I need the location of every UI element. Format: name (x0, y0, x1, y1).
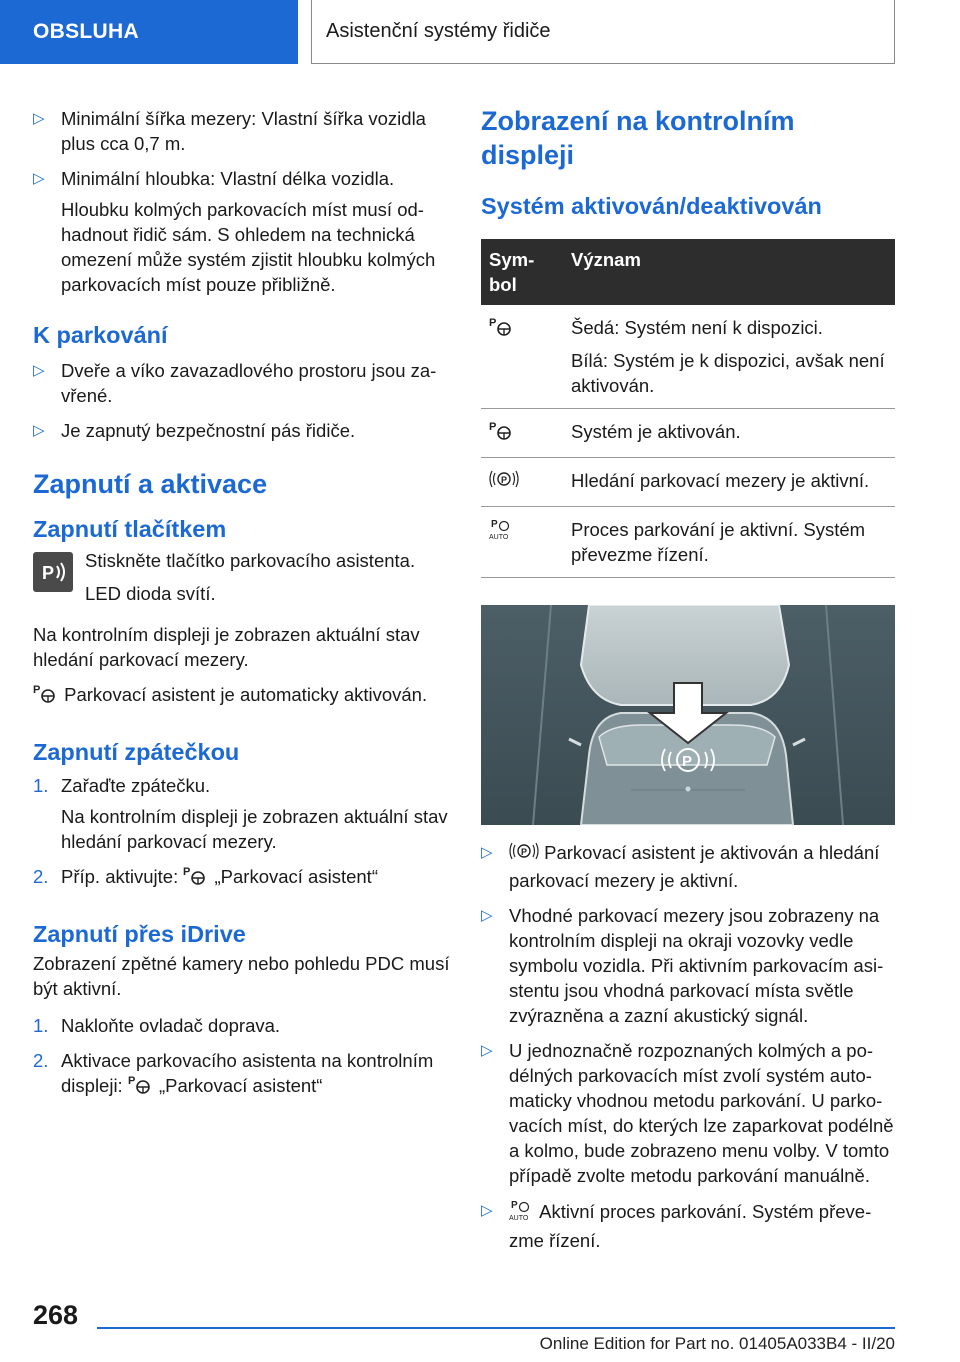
parking-assist-icon (33, 682, 59, 710)
list-item: ▷ Minimální šířka mezery: Vlastní šířka vozidla plus cca 0,7 m. (33, 108, 426, 154)
triangle-bullet-icon: ▷ (481, 844, 493, 861)
list-item: ▷ Vhodné parkovací mezery jsou zobrazeny na kontrolním displeji na okraji vozovky vedle symbolu vozidla. Při aktivním parkovacím asistentu jsou vhodná parkovací místa světle zvýrazněna a zazní akustický signál. (481, 905, 884, 1027)
svg-text:AUTO: AUTO (509, 1215, 529, 1223)
triangle-bullet-icon: ▷ (481, 907, 493, 925)
step-item: 2. Aktivace parkovacího asistenta na kontrolním displeji: P „Parkovací asistent“ (33, 1048, 450, 1101)
list-item: ▷ P AUTO Aktivní proces parkování. Systém převezme řízení. (481, 1200, 872, 1252)
search-bullets (481, 840, 895, 1253)
svg-text:P: P (489, 317, 497, 330)
parking-search-icon (509, 840, 539, 868)
parking-assist-icon (489, 315, 515, 343)
chapter-title: Asistenční systémy řidiče (311, 0, 895, 64)
symbol-table (481, 239, 895, 578)
svg-text:P: P (491, 519, 498, 531)
svg-text:P: P (521, 847, 528, 858)
page-number: 268 (33, 1300, 79, 1330)
heading-idrive: Zapnutí přes iDrive (33, 921, 246, 948)
svg-text:P: P (501, 475, 508, 486)
table-row: P Hledání parkovací mezery je aktivní. (481, 458, 895, 507)
parking-search-icon (489, 468, 519, 496)
left-column (33, 96, 450, 1101)
edition-footer: Online Edition for Part no. 01405A033B4 - II/20 (539, 1334, 895, 1353)
list-item: ▷ Je zapnutý bezpečnostní pás řidiče. (33, 420, 356, 441)
section-tab: OBSLUHA (0, 0, 298, 64)
triangle-bullet-icon: ▷ (33, 362, 45, 379)
heading-zpateckou: Zapnutí zpátečkou (33, 739, 240, 766)
svg-text:P: P (33, 684, 41, 697)
svg-text:P: P (42, 563, 55, 583)
list-item: ▷ Dveře a víko zavazadlového prostoru jsou zavřené. (33, 360, 437, 406)
svg-text:P: P (511, 1200, 518, 1212)
triangle-bullet-icon: ▷ (33, 170, 45, 187)
list-item: ▷ U jednoznačně rozpoznaných kolmých a podélných parkovacích míst zvolí systém automaticky vhodnou metodu parkování. U parkovacích míst, do kterých lze zaparkovat podélně a kolmo, bude zobrazeno menu volby. V tomto případě zvolte metodu parkování manuálně. (481, 1040, 894, 1187)
button-instruction: Stiskněte tlačítko parkovacího asistenta. (85, 550, 416, 571)
status-para: Na kontrolním displeji je zobrazen aktuální stav hledání parkovací mezery. (33, 624, 420, 670)
table-row: P AUTO Proces parkování je aktivní. Systém převezme řízení. (481, 507, 895, 578)
step-item: 2. Příp. aktivujte: P „Parkovací asistent“ (33, 864, 450, 892)
list-item: ▷ Minimální hloubka: Vlastní délka vozidla. (33, 168, 395, 189)
step-item: 1. Zařaďte zpátečku. (33, 775, 211, 797)
svg-text:P: P (682, 753, 693, 770)
parking-display-illustration (481, 605, 895, 825)
list-item: ▷ P Parkovací asistent je aktivován a hledání parkovací mezery je aktivní. (481, 842, 880, 892)
triangle-bullet-icon: ▷ (481, 1042, 493, 1060)
step-item: 1. Nakloňte ovladač doprava. (33, 1015, 281, 1037)
svg-text:AUTO: AUTO (489, 534, 509, 542)
note-text: Hloubku kolmých parkovacích míst musí odhadnout řidič sám. S ohledem na technická omezení může systém zjistit hloubku kolmých parkovacích míst pouze přibližně. (61, 199, 436, 295)
parking-button-icon (33, 552, 73, 592)
svg-text:P: P (489, 421, 497, 434)
parking-assist-icon (128, 1073, 154, 1101)
table-row: P Šedá: Systém není k dispozici. Bílá: Systém je k dispozici, avšak není aktivován. (481, 305, 895, 409)
auto-activation: P Parkovací asistent je automaticky aktivován. (33, 682, 450, 710)
heading-k-parkovani: K parkování (33, 322, 168, 348)
heading-zapnuti: Zapnutí a aktivace (33, 469, 268, 499)
heading-display: Zobrazení na kontrolním displeji (481, 106, 795, 170)
step-sub: Na kontrolním displeji je zobrazen aktuální stav hledání parkovací mezery. (61, 806, 448, 853)
heading-system-state: Systém aktivován/deaktivován (481, 193, 822, 219)
parking-assist-active-icon (489, 419, 515, 447)
heading-tlacitkem: Zapnutí tlačítkem (33, 516, 227, 542)
svg-text:P: P (127, 1075, 136, 1088)
right-column (481, 96, 895, 662)
footer-divider (97, 1327, 895, 1329)
triangle-bullet-icon: ▷ (481, 1202, 493, 1220)
idrive-para: Zobrazení zpětné kamery nebo pohledu PDC musí být aktivní. (33, 953, 450, 1000)
triangle-bullet-icon: ▷ (33, 110, 45, 127)
parking-auto-icon (489, 517, 515, 547)
table-row: P Systém je aktivován. (481, 409, 895, 458)
col-meaning: Význam (563, 239, 895, 305)
led-note: LED dioda svítí. (85, 583, 216, 604)
svg-text:P: P (183, 866, 191, 879)
parking-auto-icon (509, 1198, 535, 1228)
col-symbol: Symbol (481, 239, 563, 305)
triangle-bullet-icon: ▷ (33, 422, 45, 439)
parking-assist-icon (183, 864, 209, 892)
